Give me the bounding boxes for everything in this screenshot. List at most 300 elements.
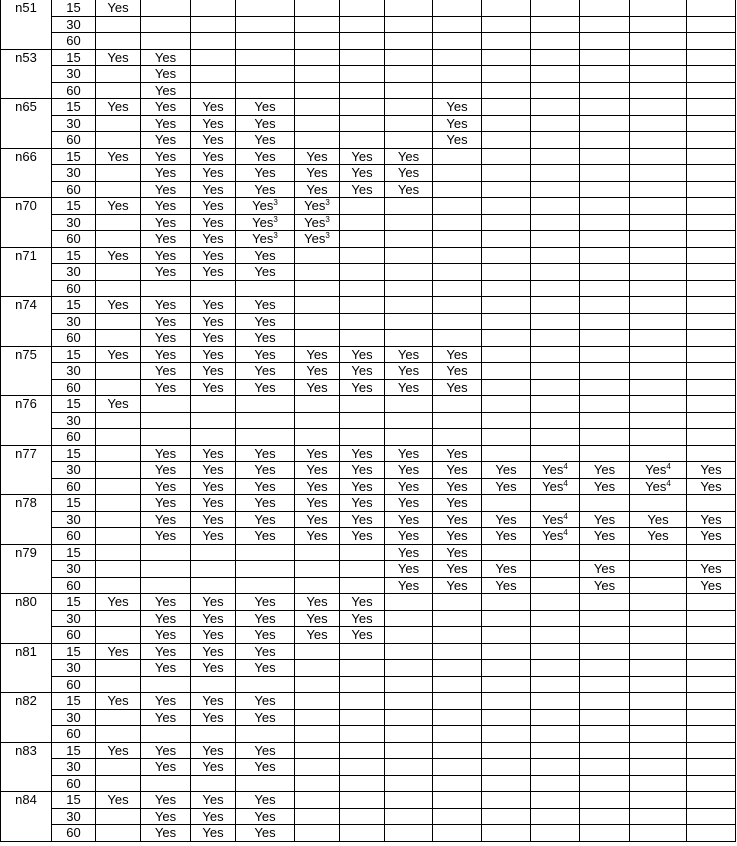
support-cell: Yes	[433, 561, 482, 578]
table-row	[1, 330, 736, 347]
table-row	[1, 264, 736, 281]
support-cell	[141, 33, 191, 50]
support-cell: Yes	[236, 709, 295, 726]
support-cell	[482, 412, 531, 429]
support-cell	[340, 693, 385, 710]
support-cell: Yes	[191, 445, 236, 462]
support-cell	[531, 660, 580, 677]
support-cell: Yes	[96, 247, 141, 264]
support-cell	[687, 825, 736, 842]
support-cell: Yes	[340, 627, 385, 644]
support-cell: Yes	[191, 709, 236, 726]
support-cell	[433, 429, 482, 446]
support-cell	[385, 676, 433, 693]
support-cell	[433, 792, 482, 809]
support-cell	[531, 165, 580, 182]
support-cell	[482, 363, 531, 380]
support-cell: Yes	[141, 247, 191, 264]
table-row	[1, 115, 736, 132]
support-cell	[687, 429, 736, 446]
support-cell: Yes	[236, 99, 295, 116]
support-cell: Yes	[385, 511, 433, 528]
support-cell	[433, 594, 482, 611]
support-cell	[580, 643, 630, 660]
support-cell: Yes	[141, 759, 191, 776]
support-cell	[687, 643, 736, 660]
support-cell	[630, 346, 687, 363]
support-cell	[482, 693, 531, 710]
support-cell: Yes	[236, 462, 295, 479]
support-cell	[96, 808, 141, 825]
support-cell: Yes	[340, 181, 385, 198]
footnote-marker: 4	[666, 462, 671, 471]
support-cell	[531, 313, 580, 330]
support-cell	[295, 99, 340, 116]
support-cell	[385, 759, 433, 776]
support-cell	[687, 726, 736, 743]
support-cell	[482, 181, 531, 198]
support-cell	[687, 66, 736, 83]
support-cell: Yes$^4$	[630, 478, 687, 495]
support-cell	[630, 330, 687, 347]
band-label: n71	[1, 247, 52, 297]
support-cell	[96, 214, 141, 231]
support-cell: Yes	[191, 99, 236, 116]
support-cell	[295, 0, 340, 16]
support-cell: Yes	[385, 462, 433, 479]
support-cell	[630, 0, 687, 16]
support-cell	[191, 412, 236, 429]
support-cell: Yes	[340, 495, 385, 512]
footnote-marker: 4	[563, 511, 568, 521]
support-cell	[531, 363, 580, 380]
support-cell: Yes	[191, 165, 236, 182]
support-cell: Yes	[687, 478, 736, 495]
support-cell	[630, 99, 687, 116]
support-cell: Yes	[340, 363, 385, 380]
support-cell	[340, 297, 385, 314]
band-label: n78	[1, 495, 52, 545]
table-row	[1, 693, 736, 710]
support-cell: Yes	[141, 709, 191, 726]
support-cell	[340, 115, 385, 132]
support-cell: Yes	[295, 478, 340, 495]
support-cell	[96, 462, 141, 479]
support-cell	[385, 742, 433, 759]
support-cell	[687, 363, 736, 380]
support-cell	[96, 412, 141, 429]
support-cell	[482, 66, 531, 83]
support-cell	[531, 82, 580, 99]
support-cell	[482, 742, 531, 759]
support-cell	[531, 66, 580, 83]
support-cell	[340, 247, 385, 264]
support-cell: Yes	[433, 544, 482, 561]
support-cell: Yes	[141, 792, 191, 809]
support-cell: Yes	[236, 693, 295, 710]
support-cell: Yes	[191, 610, 236, 627]
support-cell: Yes	[141, 148, 191, 165]
support-cell	[295, 825, 340, 842]
support-cell: Yes	[141, 99, 191, 116]
band-label: n51	[1, 0, 52, 49]
support-cell: Yes$^3$	[236, 231, 295, 248]
band-label: n82	[1, 693, 52, 743]
bandwidth-cell: 60	[52, 577, 96, 594]
support-cell: Yes	[482, 462, 531, 479]
support-cell	[482, 643, 531, 660]
support-cell	[531, 115, 580, 132]
support-cell	[630, 264, 687, 281]
support-cell	[385, 82, 433, 99]
support-cell: Yes	[236, 742, 295, 759]
support-cell	[580, 495, 630, 512]
support-cell: Yes	[295, 181, 340, 198]
band-label: n65	[1, 99, 52, 149]
support-cell: Yes$^3$	[236, 214, 295, 231]
support-cell	[482, 148, 531, 165]
support-cell	[433, 247, 482, 264]
support-cell	[687, 247, 736, 264]
support-cell	[630, 82, 687, 99]
support-cell	[687, 676, 736, 693]
support-cell: Yes$^4$	[531, 478, 580, 495]
support-cell	[630, 115, 687, 132]
support-cell: Yes	[433, 511, 482, 528]
support-cell: Yes	[295, 462, 340, 479]
bandwidth-cell: 30	[52, 412, 96, 429]
support-cell: Yes	[141, 462, 191, 479]
support-cell	[295, 429, 340, 446]
support-cell	[630, 561, 687, 578]
footnote-marker: 3	[273, 214, 278, 224]
support-cell	[580, 0, 630, 16]
support-cell: Yes	[141, 643, 191, 660]
support-cell: Yes	[236, 330, 295, 347]
support-cell: Yes	[141, 132, 191, 149]
footnote-marker: 4	[666, 478, 671, 488]
support-cell	[531, 693, 580, 710]
support-cell: Yes$^3$	[295, 214, 340, 231]
support-cell	[295, 792, 340, 809]
support-cell	[433, 297, 482, 314]
support-cell: Yes	[191, 132, 236, 149]
support-cell	[96, 313, 141, 330]
support-cell	[687, 297, 736, 314]
support-cell	[482, 297, 531, 314]
support-cell: Yes	[385, 528, 433, 545]
support-cell	[433, 33, 482, 50]
support-cell: Yes	[295, 511, 340, 528]
support-cell: Yes	[141, 330, 191, 347]
support-cell	[482, 379, 531, 396]
footnote-marker: 3	[273, 198, 278, 207]
support-cell: Yes	[385, 544, 433, 561]
support-cell	[433, 0, 482, 16]
support-cell: Yes	[96, 148, 141, 165]
support-cell	[340, 643, 385, 660]
support-cell	[295, 280, 340, 297]
bandwidth-cell: 30	[52, 511, 96, 528]
support-cell: Yes	[141, 660, 191, 677]
support-cell	[340, 726, 385, 743]
bandwidth-cell: 60	[52, 82, 96, 99]
support-cell	[340, 0, 385, 16]
support-cell: Yes	[191, 363, 236, 380]
support-cell: Yes	[340, 511, 385, 528]
support-cell: Yes	[141, 66, 191, 83]
support-cell: Yes	[236, 247, 295, 264]
support-cell	[96, 478, 141, 495]
support-cell	[580, 148, 630, 165]
support-cell	[433, 82, 482, 99]
support-cell	[531, 643, 580, 660]
support-cell	[580, 792, 630, 809]
support-cell	[531, 627, 580, 644]
support-cell: Yes	[191, 198, 236, 215]
band-label: n66	[1, 148, 52, 198]
table-row	[1, 676, 736, 693]
bandwidth-cell: 60	[52, 330, 96, 347]
support-cell	[295, 330, 340, 347]
support-cell: Yes	[580, 478, 630, 495]
support-cell	[531, 742, 580, 759]
support-cell	[340, 775, 385, 792]
support-cell	[580, 132, 630, 149]
bandwidth-cell: 60	[52, 280, 96, 297]
support-cell	[630, 643, 687, 660]
support-cell	[630, 709, 687, 726]
support-cell	[531, 676, 580, 693]
support-cell: Yes	[236, 627, 295, 644]
support-cell: Yes	[433, 478, 482, 495]
support-cell: Yes	[236, 825, 295, 842]
support-cell	[340, 412, 385, 429]
table-row	[1, 462, 736, 479]
support-cell	[96, 759, 141, 776]
support-cell	[191, 544, 236, 561]
support-cell: Yes	[141, 693, 191, 710]
support-cell	[687, 181, 736, 198]
table-row	[1, 214, 736, 231]
support-cell	[580, 33, 630, 50]
support-cell: Yes	[340, 148, 385, 165]
band-label: n84	[1, 792, 52, 842]
support-cell	[531, 429, 580, 446]
support-cell: Yes	[580, 528, 630, 545]
support-cell: Yes	[141, 231, 191, 248]
support-cell	[687, 792, 736, 809]
support-cell	[482, 330, 531, 347]
support-cell	[96, 115, 141, 132]
support-cell	[687, 544, 736, 561]
support-cell	[687, 16, 736, 33]
support-cell: Yes	[385, 165, 433, 182]
support-cell	[236, 544, 295, 561]
support-cell	[191, 33, 236, 50]
support-cell: Yes	[191, 148, 236, 165]
support-cell	[580, 412, 630, 429]
support-cell: Yes	[385, 577, 433, 594]
bandwidth-cell: 15	[52, 742, 96, 759]
support-cell	[236, 412, 295, 429]
support-cell	[96, 33, 141, 50]
bandwidth-cell: 30	[52, 709, 96, 726]
support-cell	[630, 363, 687, 380]
support-cell: Yes	[433, 99, 482, 116]
support-cell	[295, 759, 340, 776]
support-cell	[295, 33, 340, 50]
support-cell	[580, 660, 630, 677]
support-cell	[385, 660, 433, 677]
support-cell	[482, 247, 531, 264]
support-cell	[385, 33, 433, 50]
support-cell	[433, 643, 482, 660]
bandwidth-cell: 30	[52, 16, 96, 33]
support-cell: Yes	[96, 643, 141, 660]
support-cell	[141, 280, 191, 297]
support-cell: Yes	[687, 511, 736, 528]
support-cell	[340, 33, 385, 50]
support-cell	[531, 181, 580, 198]
support-cell	[191, 82, 236, 99]
support-cell	[191, 49, 236, 66]
support-cell	[482, 132, 531, 149]
support-cell	[482, 396, 531, 413]
support-cell	[385, 66, 433, 83]
support-cell: Yes	[340, 478, 385, 495]
support-cell	[531, 379, 580, 396]
bandwidth-cell: 15	[52, 693, 96, 710]
band-label: n53	[1, 49, 52, 99]
support-cell	[531, 198, 580, 215]
support-cell	[295, 247, 340, 264]
support-cell	[531, 495, 580, 512]
support-cell	[687, 396, 736, 413]
support-cell	[340, 198, 385, 215]
band-label: n76	[1, 396, 52, 446]
support-cell	[295, 297, 340, 314]
bandwidth-cell: 30	[52, 561, 96, 578]
table-row	[1, 33, 736, 50]
support-cell: Yes	[191, 214, 236, 231]
support-cell: Yes	[96, 693, 141, 710]
support-cell: Yes	[191, 313, 236, 330]
support-cell	[482, 808, 531, 825]
support-cell	[580, 775, 630, 792]
support-cell: Yes	[141, 214, 191, 231]
support-cell	[482, 115, 531, 132]
support-cell	[385, 412, 433, 429]
bandwidth-cell: 60	[52, 775, 96, 792]
support-cell: Yes	[96, 346, 141, 363]
support-cell: Yes	[191, 379, 236, 396]
support-cell	[630, 379, 687, 396]
support-cell: Yes	[340, 610, 385, 627]
support-cell	[385, 429, 433, 446]
support-cell: Yes	[236, 313, 295, 330]
support-cell	[295, 313, 340, 330]
support-cell	[580, 231, 630, 248]
support-cell	[687, 742, 736, 759]
table-row	[1, 544, 736, 561]
support-cell	[96, 825, 141, 842]
support-cell: Yes	[236, 346, 295, 363]
support-cell	[580, 330, 630, 347]
support-cell	[295, 775, 340, 792]
support-cell	[385, 16, 433, 33]
support-cell	[580, 313, 630, 330]
support-cell	[630, 544, 687, 561]
support-cell: Yes	[295, 379, 340, 396]
support-cell: Yes	[141, 264, 191, 281]
support-cell: Yes	[236, 660, 295, 677]
band-label: n80	[1, 594, 52, 644]
support-cell	[531, 825, 580, 842]
table-row	[1, 759, 736, 776]
support-cell	[295, 544, 340, 561]
support-cell	[433, 610, 482, 627]
table-row	[1, 594, 736, 611]
support-cell	[531, 544, 580, 561]
support-cell	[385, 775, 433, 792]
support-cell	[433, 808, 482, 825]
support-cell: Yes	[295, 594, 340, 611]
support-cell	[295, 396, 340, 413]
support-cell: Yes	[191, 528, 236, 545]
support-cell	[433, 742, 482, 759]
support-cell: Yes	[236, 363, 295, 380]
bandwidth-cell: 15	[52, 247, 96, 264]
table-row	[1, 99, 736, 116]
support-cell	[482, 198, 531, 215]
support-cell	[580, 627, 630, 644]
support-cell	[141, 0, 191, 16]
support-cell	[630, 297, 687, 314]
support-cell: Yes	[385, 181, 433, 198]
support-cell	[433, 825, 482, 842]
support-cell: Yes	[385, 445, 433, 462]
support-cell	[433, 280, 482, 297]
support-cell	[340, 49, 385, 66]
support-cell	[340, 577, 385, 594]
support-cell	[191, 429, 236, 446]
footnote-marker: 3	[325, 214, 330, 224]
support-cell	[482, 825, 531, 842]
footnote-marker: 4	[563, 478, 568, 488]
support-cell	[687, 313, 736, 330]
support-cell	[482, 264, 531, 281]
table-row	[1, 198, 736, 215]
support-cell	[340, 16, 385, 33]
support-cell	[385, 709, 433, 726]
support-cell	[191, 561, 236, 578]
support-cell: Yes	[141, 363, 191, 380]
support-cell	[531, 231, 580, 248]
support-cell	[385, 214, 433, 231]
support-cell	[630, 33, 687, 50]
support-cell	[687, 264, 736, 281]
support-cell: Yes	[191, 115, 236, 132]
table-row	[1, 495, 736, 512]
footnote-marker: 4	[563, 528, 568, 537]
support-cell	[236, 33, 295, 50]
support-cell: Yes	[191, 297, 236, 314]
support-cell: Yes	[236, 759, 295, 776]
support-cell	[482, 429, 531, 446]
support-cell	[687, 808, 736, 825]
support-cell: Yes	[295, 165, 340, 182]
